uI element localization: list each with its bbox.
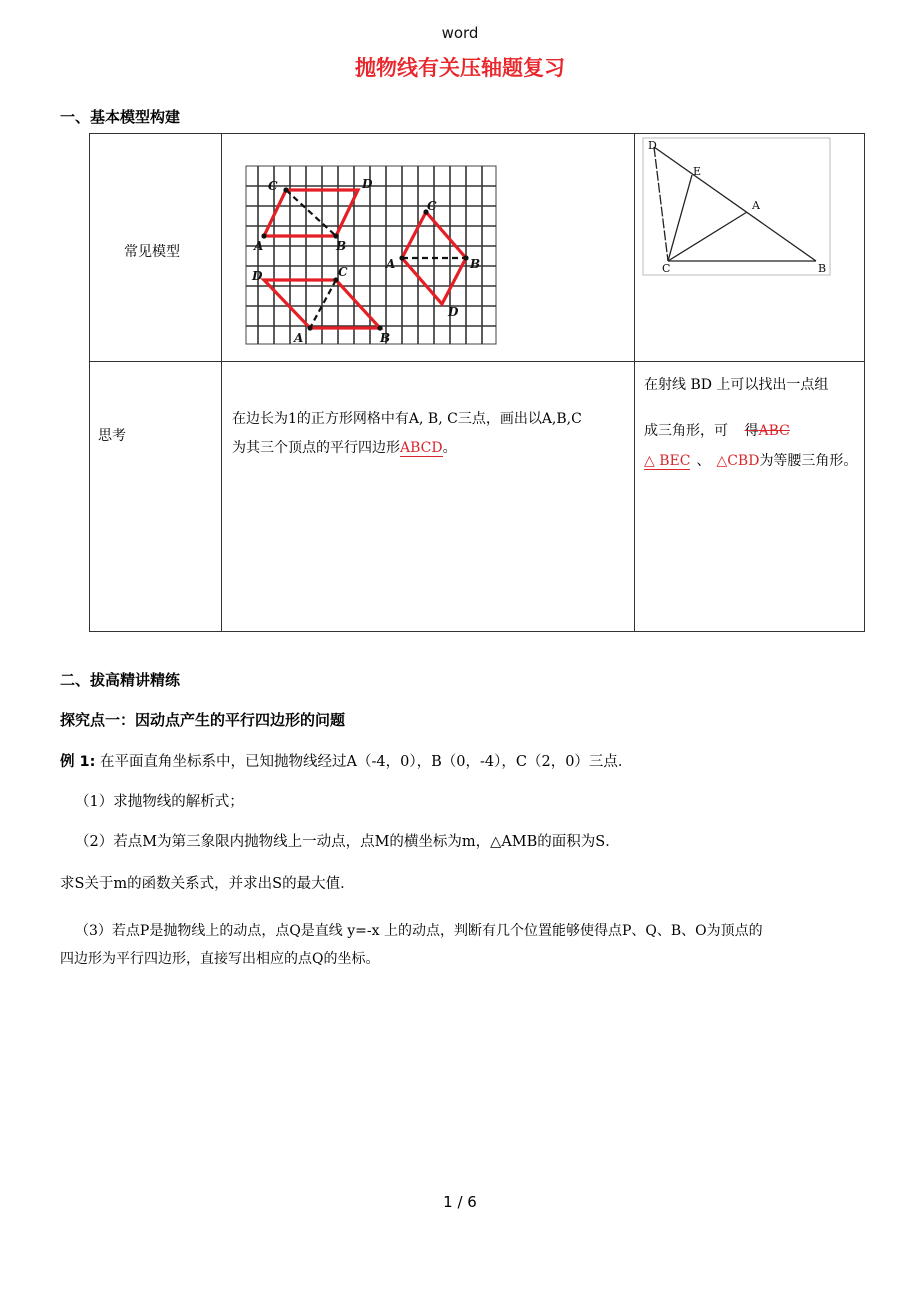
question-3-line2: 四边形为平行四边形，直接写出相应的点Q的坐标。 — [60, 951, 380, 967]
example-label: 例 1: — [60, 754, 96, 770]
row2-label: 思考 — [98, 428, 126, 444]
grid-figure-cell — [222, 134, 635, 362]
triangle-figure-cell — [635, 134, 865, 362]
header-word: word — [441, 24, 479, 42]
page-title: 抛物线有关压轴题复习 — [355, 56, 565, 80]
label-B2: B — [470, 257, 481, 271]
label-C2: C — [427, 199, 437, 213]
label-A1: A — [254, 239, 264, 253]
think-right-cell — [635, 362, 865, 632]
think-right-line2: 成三角形，可 得ABC — [644, 423, 790, 439]
example-text: 在平面直角坐标系中，已知抛物线经过A（-4，0），B（0，-4），C（2，0）三点． — [100, 754, 633, 770]
question-2-cont: 求S关于m的函数关系式，并求出S的最大值． — [60, 876, 355, 892]
think-mid-line2: 为其三个顶点的平行四边形ABCD。 — [232, 440, 457, 456]
row1-label: 常见模型 — [124, 244, 180, 260]
parallelogram-grid-figure — [244, 164, 504, 348]
section-heading-2: 二、拔高精讲精练 — [60, 671, 181, 689]
answer-abc: ABC — [758, 423, 790, 439]
example-1 — [60, 750, 632, 771]
strike-de: 得 — [744, 423, 759, 439]
row-label-cell-2 — [90, 362, 222, 632]
question-2: （2）若点M为第三象限内抛物线上一动点，点M的横坐标为m，△AMB的面积为S． — [75, 834, 620, 850]
think-mid-cell — [222, 362, 635, 632]
label-B1: B — [336, 239, 347, 253]
tri-label-A: A — [752, 199, 760, 212]
page-number: 1 / 6 — [443, 1193, 477, 1211]
question-3-line1: （3）若点P是抛物线上的动点，点Q是直线 y=-x 上的动点，判断有几个位置能够使得点P、Q、B、O为顶点的 — [75, 923, 763, 939]
section-heading-1: 一、基本模型构建 — [60, 108, 181, 126]
label-C1: C — [268, 179, 278, 193]
think-right-line3: △ BEC 、 △CBD为等腰三角形。 — [644, 453, 858, 469]
triangle-figure — [642, 137, 832, 277]
label-D3: D — [252, 269, 263, 283]
topic-heading: 探究点一：因动点产生的平行四边形的问题 — [60, 711, 346, 729]
label-A3: A — [294, 331, 304, 345]
label-D2: D — [448, 305, 459, 319]
answer-cbd: △CBD — [716, 453, 760, 469]
answer-abcd: ABCD — [400, 440, 443, 456]
tri-label-E: E — [693, 165, 702, 178]
tri-label-D: D — [648, 139, 657, 152]
row-label-cell — [90, 134, 222, 362]
tri-label-C: C — [662, 262, 671, 275]
label-D1: D — [362, 177, 373, 191]
tri-label-B: B — [818, 262, 827, 275]
label-C3: C — [338, 265, 348, 279]
think-right-line1: 在射线 BD 上可以找出一点组 — [644, 377, 829, 393]
answer-bec: △ BEC — [644, 453, 691, 469]
label-A2: A — [386, 257, 396, 271]
question-1: （1）求抛物线的解析式； — [75, 794, 244, 810]
think-mid-line1: 在边长为1的正方形网格中有A, B, C三点，画出以A,B,C — [232, 411, 582, 427]
model-table — [89, 133, 865, 632]
label-B3: B — [380, 331, 391, 345]
